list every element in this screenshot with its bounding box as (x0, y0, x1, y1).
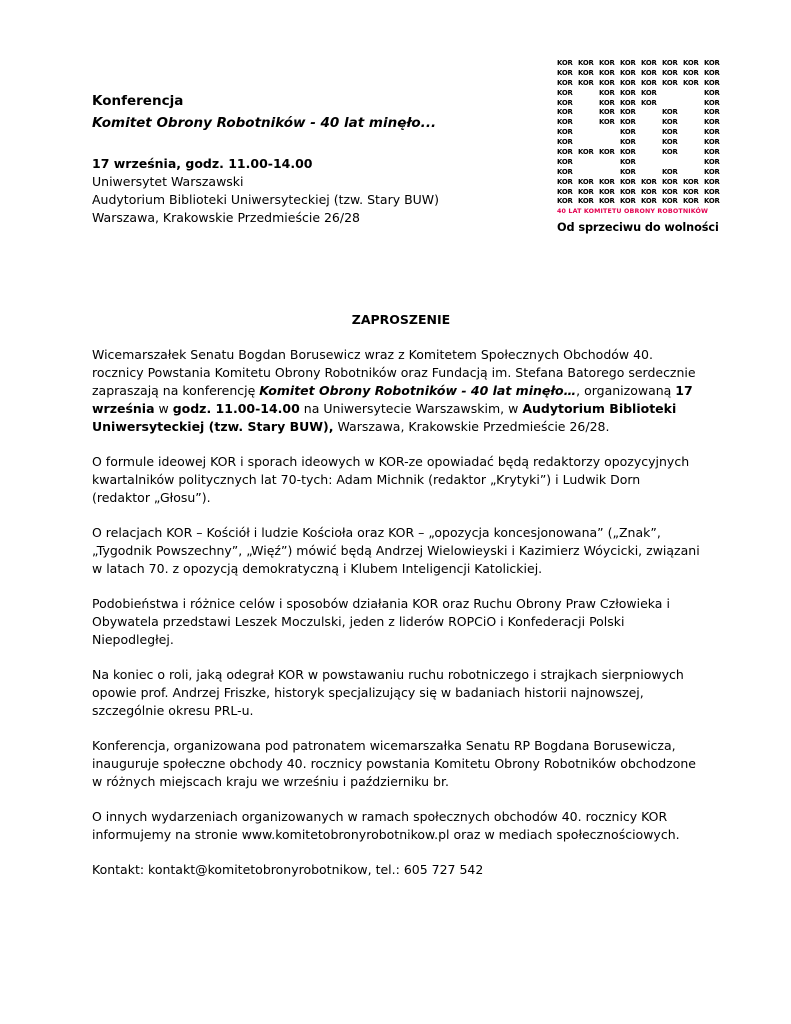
kor-grid-cell: KOR (578, 177, 594, 186)
kor-grid-cell (641, 128, 662, 138)
logo-tagline: 40 LAT KOMITETU OBRONY ROBOTNIKÓW (557, 208, 709, 216)
event-subtitle: Komitet Obrony Robotników - 40 lat minęło... (92, 115, 437, 131)
kor-grid-cell: KOR (599, 177, 615, 186)
p1-venue: Audytorium Biblioteki Uniwersyteckiej (tzw. Stary BUW), (92, 401, 677, 434)
kor-grid-cell: KOR (641, 187, 657, 196)
event-location-line-3: Warszawa, Krakowskie Przedmieście 26/28 (92, 210, 360, 225)
kor-grid-cell: KOR (704, 118, 720, 127)
kor-grid-cell: KOR (599, 88, 615, 97)
kor-grid-cell: KOR (683, 68, 699, 77)
kor-grid-cell: KOR (578, 78, 594, 87)
kor-word-grid (557, 59, 731, 207)
kor-grid-cell (599, 138, 620, 148)
kor-grid-cell: KOR (620, 157, 636, 166)
kor-grid-cell (578, 89, 599, 99)
paragraph-ropcio: Podobieństwa i różnice celów i sposobów działania KOR oraz Ruchu Obrony Praw Człowieka i Obywatela przedstawi Leszek Moczulski, jeden z liderów ROPCiO i Konfederacji Polski Niepodległej. (92, 596, 670, 647)
kor-grid-cell: KOR (578, 187, 594, 196)
kor-grid-cell: KOR (704, 68, 720, 77)
kor-grid-cell: KOR (641, 78, 657, 87)
event-header (92, 92, 512, 227)
kor-grid-cell (683, 89, 704, 99)
kor-grid-cell: KOR (641, 197, 657, 206)
kor-grid-cell: KOR (620, 187, 636, 196)
kor-grid-cell: KOR (704, 157, 720, 166)
kor-grid-cell: KOR (704, 59, 720, 67)
kor-grid-cell (662, 89, 683, 99)
kor-grid-cell: KOR (620, 98, 636, 107)
kor-grid-cell (683, 118, 704, 128)
kor-grid-cell: KOR (557, 108, 573, 117)
kor-grid-cell (683, 138, 704, 148)
kor-grid-cell (599, 168, 620, 178)
kor-grid-cell: KOR (620, 59, 636, 67)
kor-grid-cell: KOR (662, 128, 678, 137)
kor-grid-cell (641, 138, 662, 148)
kor-grid-cell: KOR (599, 108, 615, 117)
kor-grid-cell: KOR (557, 187, 573, 196)
kor-grid-cell: KOR (599, 98, 615, 107)
kor-grid-cell: KOR (662, 197, 678, 206)
kor-grid-cell: KOR (578, 148, 594, 157)
paragraph-contact: Kontakt: kontakt@komitetobronyrobotnikow, tel.: 605 727 542 (92, 862, 484, 877)
kor-grid-cell (641, 108, 662, 118)
kor-grid-cell: KOR (578, 197, 594, 206)
kor-grid-cell: KOR (620, 68, 636, 77)
event-location-line-2: Audytorium Biblioteki Uniwersyteckiej (tzw. Stary BUW) (92, 192, 440, 207)
kor-grid-cell: KOR (641, 59, 657, 67)
invitation-body (92, 311, 702, 896)
kor-grid-cell (683, 99, 704, 109)
kor-grid-cell: KOR (641, 68, 657, 77)
kor-grid-cell: KOR (662, 59, 678, 67)
p1-date: 17 września (92, 383, 693, 416)
kor-grid-cell: KOR (620, 148, 636, 157)
kor-grid-cell: KOR (599, 118, 615, 127)
logo-slogan: Od sprzeciwu do wolności (557, 221, 719, 235)
kor-anniversary-logo (557, 59, 731, 235)
kor-grid-cell: KOR (641, 88, 657, 97)
kor-grid-cell: KOR (662, 167, 678, 176)
kor-grid-cell: KOR (578, 59, 594, 67)
kor-grid-cell: KOR (704, 98, 720, 107)
kor-grid-cell: KOR (704, 167, 720, 176)
kor-grid-cell: KOR (704, 187, 720, 196)
kor-grid-cell: KOR (599, 197, 615, 206)
kor-grid-cell (578, 128, 599, 138)
kor-grid-cell: KOR (662, 187, 678, 196)
kor-grid-cell: KOR (662, 177, 678, 186)
p1-text-7: na Uniwersytecie Warszawskim, w (299, 401, 523, 416)
kor-grid-cell: KOR (557, 68, 573, 77)
p1-text-5: w (154, 401, 173, 416)
kor-grid-cell: KOR (557, 59, 573, 67)
kor-grid-cell: KOR (620, 78, 636, 87)
kor-grid-cell: KOR (620, 128, 636, 137)
kor-grid-cell (641, 158, 662, 168)
kor-grid-cell (599, 128, 620, 138)
kor-grid-cell: KOR (683, 177, 699, 186)
kor-grid-cell (578, 108, 599, 118)
kor-grid-cell (641, 168, 662, 178)
kor-grid-cell: KOR (620, 177, 636, 186)
kor-grid-cell (599, 158, 620, 168)
kor-grid-cell: KOR (599, 59, 615, 67)
kor-grid-cell: KOR (641, 98, 657, 107)
kor-grid-cell: KOR (662, 68, 678, 77)
kor-grid-cell: KOR (620, 138, 636, 147)
kor-grid-cell: KOR (662, 108, 678, 117)
kor-grid-cell: KOR (557, 88, 573, 97)
kor-grid-cell: KOR (599, 187, 615, 196)
event-details (92, 155, 512, 227)
kor-grid-cell (683, 168, 704, 178)
kor-grid-cell (683, 148, 704, 158)
kor-grid-cell: KOR (557, 157, 573, 166)
kor-grid-cell (578, 158, 599, 168)
event-location-line-1: Uniwersytet Warszawski (92, 174, 244, 189)
kor-grid-cell: KOR (683, 78, 699, 87)
paragraph-invitation (92, 346, 702, 436)
kor-grid-cell: KOR (620, 197, 636, 206)
paragraph-workers-movement: Na koniec o roli, jaką odegrał KOR w powstawaniu ruchu robotniczego i strajkach sierpniowych opowie prof. Andrzej Friszke, historyk specjalizujący się w badaniach historii najnowszej, szczególnie okresu PRL-u. (92, 667, 684, 718)
kor-grid-cell (578, 99, 599, 109)
event-title: Konferencja (92, 93, 184, 109)
kor-grid-cell: KOR (557, 78, 573, 87)
paragraph-patronage: Konferencja, organizowana pod patronatem wicemarszałka Senatu RP Bogdana Borusewicza, inauguruje społeczne obchody 40. rocznicy powstania Komitetu Obrony Robotników obchodzone w różnych miejscach kraju we wrześniu i październiku br. (92, 738, 696, 789)
kor-grid-cell: KOR (620, 88, 636, 97)
kor-grid-cell: KOR (557, 167, 573, 176)
event-date-time: 17 września, godz. 11.00-14.00 (92, 156, 313, 171)
kor-grid-cell (662, 99, 683, 109)
kor-grid-cell (662, 158, 683, 168)
paragraph-church-relations: O relacjach KOR – Kościół i ludzie Kościoła oraz KOR – „opozycja koncesjonowana” („Znak”, „Tygodnik Powszechny”, „Więź”) mówić będą Andrzej Wielowieyski i Kazimierz Wóycicki, związani w latach 70. z opozycją demokratyczną i Klubem Inteligencji Katolickiej. (92, 525, 700, 576)
kor-grid-cell: KOR (704, 128, 720, 137)
kor-grid-cell: KOR (641, 177, 657, 186)
kor-grid-cell: KOR (662, 78, 678, 87)
p1-text-3: , organizowaną (576, 383, 676, 398)
kor-grid-cell (683, 158, 704, 168)
kor-grid-cell: KOR (704, 108, 720, 117)
kor-grid-cell: KOR (662, 118, 678, 127)
kor-grid-cell: KOR (704, 148, 720, 157)
kor-grid-cell: KOR (557, 138, 573, 147)
kor-grid-cell (641, 118, 662, 128)
kor-grid-cell: KOR (704, 197, 720, 206)
p1-time: godz. 11.00-14.00 (172, 401, 300, 416)
kor-grid-cell: KOR (620, 108, 636, 117)
kor-grid-cell: KOR (557, 118, 573, 127)
kor-grid-cell (683, 108, 704, 118)
p1-text-9: Warszawa, Krakowskie Przedmieście 26/28. (333, 419, 610, 434)
kor-grid-cell: KOR (683, 197, 699, 206)
kor-grid-cell: KOR (557, 197, 573, 206)
kor-grid-cell (578, 168, 599, 178)
kor-grid-cell: KOR (599, 148, 615, 157)
paragraph-ideology: O formule ideowej KOR i sporach ideowych w KOR-ze opowiadać będą redaktorzy opozycyjnych kwartalników politycznych lat 70-tych: Adam Michnik (redaktor „Krytyki”) i Ludwik Dorn (redaktor „Głosu”). (92, 454, 690, 505)
kor-grid-cell: KOR (599, 68, 615, 77)
paragraph-more-events: O innych wydarzeniach organizowanych w ramach społecznych obchodów 40. rocznicy KOR informujemy na stronie www.komitetobronyrobotnikow.pl oraz w mediach społecznościowych. (92, 809, 680, 842)
kor-grid-cell (578, 118, 599, 128)
kor-grid-cell: KOR (704, 88, 720, 97)
kor-grid-cell: KOR (620, 118, 636, 127)
kor-grid-cell: KOR (557, 148, 573, 157)
kor-grid-cell: KOR (599, 78, 615, 87)
kor-grid-cell: KOR (557, 177, 573, 186)
p1-text-1: Wicemarszałek Senatu Bogdan Borusewicz wraz z Komitetem Społecznych Obchodów 40. rocznicy Powstania Komitetu Obrony Robotników oraz Fundacją im. Stefana Batorego serdecznie zapraszają na konferencję (92, 347, 696, 398)
kor-grid-cell: KOR (557, 98, 573, 107)
kor-grid-cell: KOR (620, 167, 636, 176)
kor-grid-cell: KOR (704, 78, 720, 87)
kor-grid-cell: KOR (662, 148, 678, 157)
invitation-heading: ZAPROSZENIE (351, 312, 451, 327)
kor-grid-cell: KOR (683, 187, 699, 196)
kor-grid-cell: KOR (557, 128, 573, 137)
kor-grid-cell (641, 148, 662, 158)
kor-grid-cell: KOR (704, 138, 720, 147)
p1-conference-title: Komitet Obrony Robotników - 40 lat minęło… (259, 383, 577, 398)
kor-grid-cell (578, 138, 599, 148)
kor-grid-cell: KOR (662, 138, 678, 147)
kor-grid-cell: KOR (683, 59, 699, 67)
kor-grid-cell (683, 128, 704, 138)
kor-grid-cell: KOR (578, 68, 594, 77)
kor-grid-cell: KOR (704, 177, 720, 186)
